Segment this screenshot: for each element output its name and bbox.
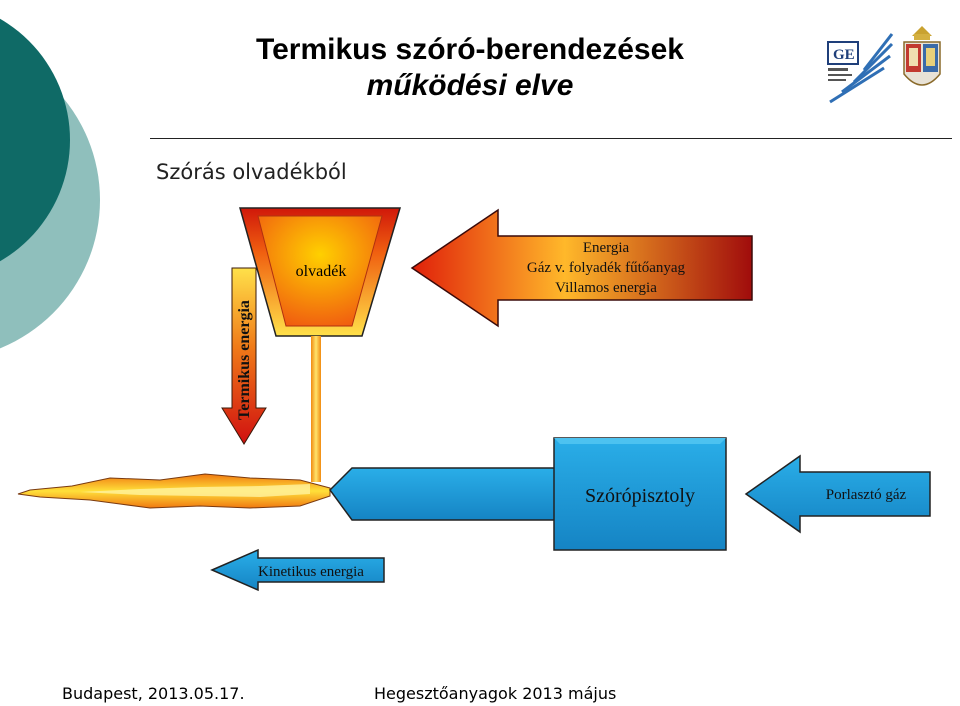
thermal-energy-label: Termikus energia (236, 300, 253, 420)
title-line-1: Termikus szóró-berendezések (256, 33, 684, 66)
melt-label: olvadék (295, 263, 347, 280)
footer-event: Hegesztőanyagok 2013 május (374, 684, 617, 703)
melt-stream (311, 336, 321, 482)
kinetic-energy-label: Kinetikus energia (258, 564, 364, 580)
title-line-2: működési elve (366, 69, 574, 102)
logo-letters: GE (833, 47, 855, 63)
spray-gun-label: Szórópisztoly (585, 485, 695, 507)
footer-date: Budapest, 2013.05.17. (62, 684, 245, 703)
spray-jet (18, 474, 330, 508)
subtitle: Szórás olvadékból (156, 160, 347, 184)
energy-fuel-text: Gáz v. folyadék fűtőanyag (526, 260, 686, 276)
energy-electric-text: Villamos energia (555, 280, 657, 296)
energy-title: Energia (582, 240, 630, 256)
atomizing-gas-label: Porlasztó gáz (825, 487, 907, 503)
